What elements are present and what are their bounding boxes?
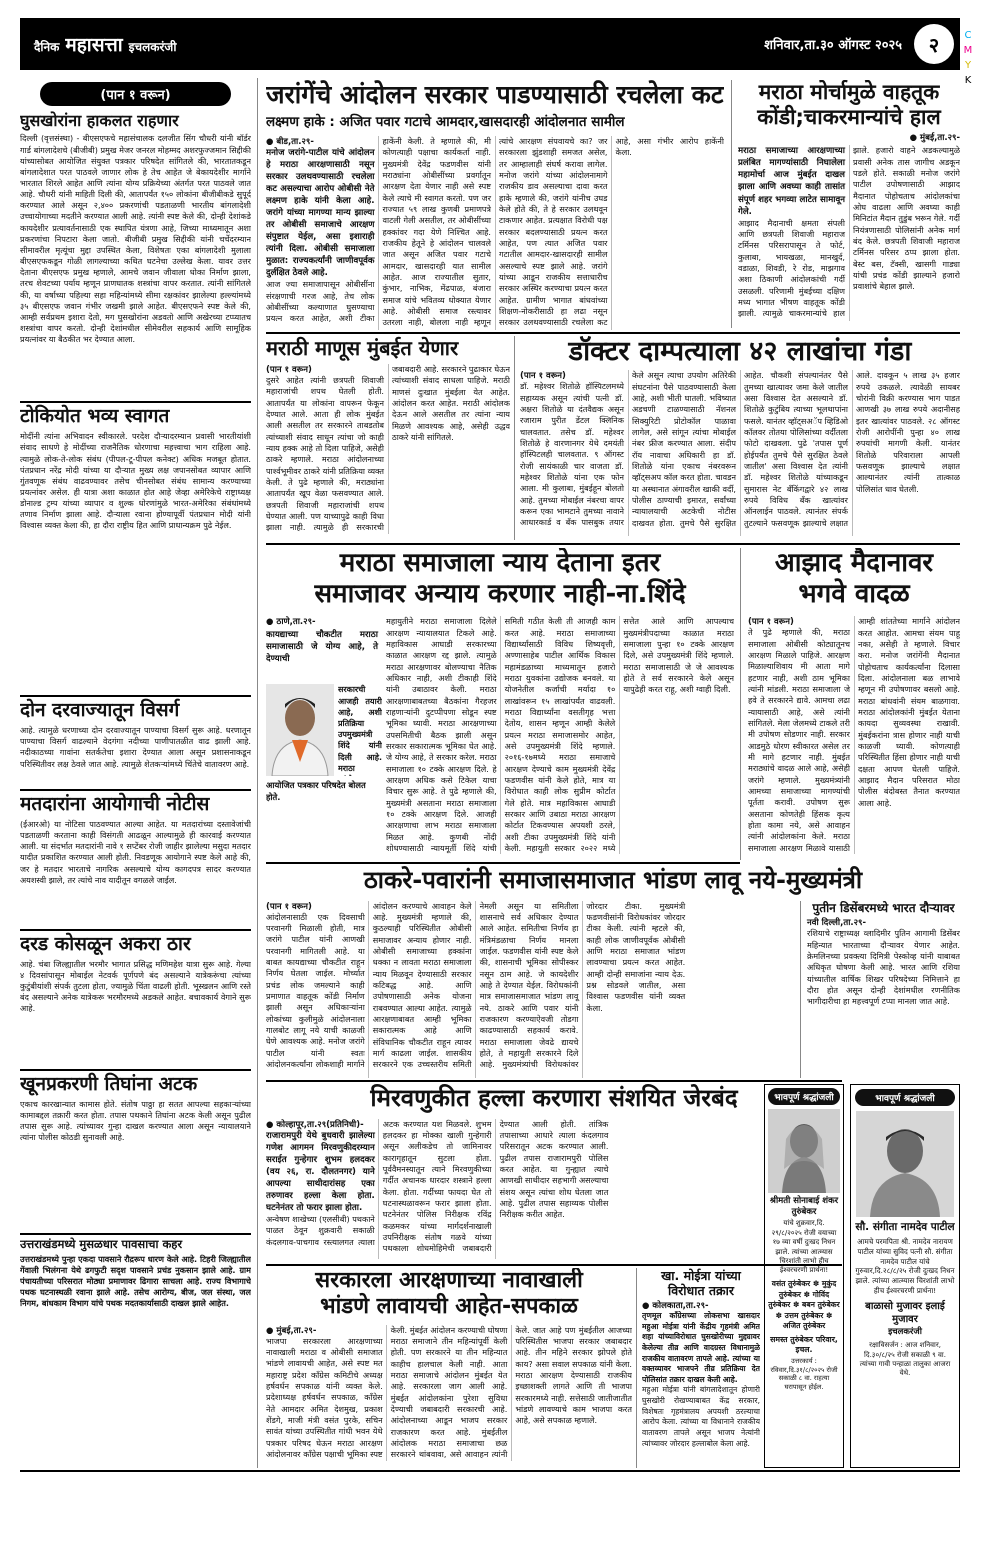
story-azad-maidan — [748, 548, 960, 860]
story-putin-visit — [800, 901, 960, 1078]
section-rule — [266, 1264, 842, 1266]
obituary-text: यांचे शुक्रवार,दि. २९/८/२०२५ रोजी वयाच्या १७ व्या वर्षी दुःखद निधन झाले. त्यांच्या आत्म्यास चिरशांती लाभो हीच ईश्वरचरणी प्रार्थना! — [771, 1219, 837, 1275]
story-body: महायुतीने मराठा समाजाला दिलेले आरक्षण न्यायालयात टिकले आहे. महाविकास आघाडी सरकारच्या काळात आरक्षण रद्द झाले. त्यामुळे मराठा आरक्षणावर बोलण्याचा नैतिक अधिकार नाही, अशी टीकाही शिंदे यांनी उबाठावर केली. मराठा आरक्षणाबाबतच्या बैठकांना गैरहजर राहणाऱ्यांनी दुटप्पीपणा सोडून स्पष्ट भूमिका घ्यावी. मराठा आरक्षणाच्या उपसमितीची बैठक झाली असून सरकार सकारात्मक भूमिका घेत आहे. जे योग्य आहे, ते सरकार करेल. मराठा समाजाला १० टक्के आरक्षण दिले. हे आरक्षण अधिक कसे टिकेल याचा विचार सुरू आहे. ते पुढे म्हणाले की, मुख्यमंत्री असताना मराठा समाजाला १० टक्के आरक्षण दिले. आजही आरक्षणाचा लाभ मराठा समाजाला मिळत आहे. कुणबी नोंदी शोधण्यासाठी न्यायमूर्ती शिंदे यांची समिती गठीत केली ती आजही काम करत आहे. मराठा समाजाच्या विद्यार्थ्यांसाठी विविध शिष्यवृत्ती, अण्णासाहेब पाटील आर्थिक विकास महामंडळाच्या माध्यमातून हजारो मराठा युवकांना उद्योजक बनवले. या योजनेतील कर्जाची मर्यादा १० लाखांवरून १५ लाखांपर्यंत वाढवली. मराठा विद्यार्थ्यांना वसतीगृह भत्ता देतोय, शासन म्हणून आम्ही केलेले प्रयत्न मराठा समाजासमोर आहेत, असे उपमुख्यमंत्री शिंदे म्हणाले. २०१६-१७मध्ये मराठा समाजाचे आरक्षण देण्याचे काम मुख्यमंत्री देवेंद्र फडणवीस यांनी केले होते, मात्र या विरोधात काही लोक सुप्रीम कोर्टात गेले होते. मात्र महाविकास आघाडी सरकार आणि उबाठा मराठा आरक्षण कोर्टात टिकवण्यास अपयशी ठरले, अशी टीका उपमुख्यमंत्री शिंदे यांनी केली. महायुती सरकार २०२२ मध्ये सत्तेत आले आणि आपल्याच मुख्यमंत्रीपदाच्या काळात मराठा समाजाला पुन्हा १० टक्के आरक्षण दिले, असे उपमुख्यमंत्री शिंदे म्हणाले. मराठा समाजासाठी जे जे आवश्यक होते ते सर्व सरकारने केले असून यापुढेही करत राहू, अशी ग्वाही दिली. — [386, 616, 734, 853]
story-body: उत्तराखंडमध्ये पुन्हा एकदा पावसाने रौद्ररूप धारण केले आहे. टिहरी जिल्ह्यातील गेंवाली भिलंगना येथे ढगफुटी सदृश पावसाने प्रचंड नुकसान झाले आहे. ग्राम पंचायतीच्या परिसरात मोठ्या प्रमाणावर ढिगारा साचला आहे. राज्य विभागाचे पथक घटनास्थळी रवाना झाले आहे. तसेच आरोग्य, बीज, जल संस्था, जल निगम, बांधकाम विभाग यांचे पथक मदतकार्यासाठी दाखल झाले आहेत. — [20, 1253, 251, 1309]
portrait-image — [266, 684, 334, 776]
headline-tokyo: टोकियोत भव्य स्वागत — [20, 401, 251, 428]
section-rule — [266, 1080, 842, 1082]
deceased-name: सौ. संगीता नामदेव पाटील — [855, 1221, 955, 1233]
headline-line1: खा. मोईत्रा यांच्या — [661, 1268, 741, 1283]
headline-uttarakhand-rain: उत्तराखंडमध्ये मुसळधार पावसाचा कहर — [20, 1233, 251, 1251]
story-doctor-fraud — [520, 336, 960, 540]
story-body: आहे. त्यामुळे धरणाच्या दोन दरवाज्यातून पाण्याचा विसर्ग सुरू आहे. धरणातून पाण्याचा विसर्ग वाढल्याने वेदगंगा नदीच्या पाणीपातळीत वाढ झाली आहे. नदीकाठच्या गावांना सतर्कतेचा इशारा देण्यात आला असून प्रशासनाकडून परिस्थितीवर लक्ष ठेवले जात आहे. त्यामुळे शेतकऱ्यांमध्ये चिंतेचे वातावरण आहे. — [20, 725, 251, 769]
headline-line1: सरकारला आरक्षणाच्या नावाखाली — [315, 1268, 583, 1293]
story-lead: कायद्याच्या चौकटीत मराठा समाजासाठी जे योग्य आहे, ते देण्याची — [266, 630, 378, 665]
left-story — [20, 789, 251, 923]
subheadline: लक्ष्मण हाके : अजित पवार गटाचे आमदार,खासदारही आंदोलनात सामील — [266, 114, 625, 130]
headline: ठाकरे-पवारांनी समाजासमाजात भांडण लावू नये-मुख्यमंत्री — [363, 866, 863, 894]
headline-discharge: दोन दरवाज्यातून विसर्ग — [20, 695, 251, 722]
cmyk-k: K — [964, 75, 972, 86]
masthead-daily: दैनिक — [34, 40, 60, 54]
continued-label: (पान १ वरून) — [520, 371, 566, 382]
story-body: एकाच कारखान्यात कामास होते. संतोष पाठ्ठा हा सतत आपल्या सहकाऱ्यांच्या कामाबद्दल तक्रारी करत होता. तपास पथकाने तिघांना अटक केली असून पुढील तपास सुरू आहे. त्यांच्यावर गुन्हा दाखल करण्यात आला असून न्यायालयाने त्यांना पोलीस कोठडी सुनावली आहे. — [20, 1098, 251, 1143]
divider — [740, 548, 741, 860]
section-rule — [266, 543, 960, 545]
story-shinde-justice — [266, 548, 734, 860]
story-body: ते पुढे म्हणाले की, मराठा समाजाला ओबीसी कोट्यातूनच आरक्षण मिळाले पाहिजे. आरक्षण मिळाल्याशिवाय मी आता मागे हटणार नाही, अशी ठाम भूमिका त्यांनी मांडली. मराठा समाजाला जे हवे ते सरकारने द्यावे. आमचा लढा न्यायासाठी आहे, असे त्यांनी सांगितले. मेला जेलमध्ये टाकले तरी मी उपोषण सोडणार नाही. सरकार आडमुठे धोरण स्वीकारत असेल तर मी मागे हटणार नाही. मुंबईत मराठ्यांचे वादळ आले आहे, असेही जरांगे म्हणाले. मुख्यमंत्र्यांनी आमच्या समाजाच्या मागण्यांची पूर्तता करावी. उपोषण सुरू असताना कोणतेही हिंसक कृत्य होता कामा नये, असे आवाहन त्यांनी आंदोलकांना केले. मराठा समाजाला आरक्षण मिळावे यासाठी आम्ही शांततेच्या मार्गाने आंदोलन करत आहोत. आमचा संयम पाहू नका, असेही ते म्हणाले. विचार करा. मनोज जरांगेंनी मैदानात पोहोचताच कार्यकर्त्यांना दिलासा दिला. आंदोलनाला बळ लाभावे म्हणून मी उपोषणावर बसलो आहे. मराठा बांधवांनी संयम बाळगावा. मराठा आंदोलकांनी मुंबईत येताना कायदा सुव्यवस्था राखावी. मुंबईकरांना त्रास होणार नाही याची काळजी घ्यावी. कोणत्याही परिस्थितीत हिंसा होणार नाही याची दक्षता आपण घेतली पाहिजे. आझाद मैदान परिसरात मोठा पोलीस बंदोबस्त तैनात करण्यात आला आहे. — [748, 616, 960, 853]
left-story — [20, 401, 251, 689]
headline: मिरवणुकीत हल्ला करणारा संशयित जेरबंद — [370, 1084, 738, 1112]
headline: मराठी माणूस मुंबईत येणार — [266, 336, 459, 360]
tribute-tag: भावपूर्ण श्रद्धांजली — [768, 1088, 840, 1105]
story-thackeray-pawar — [266, 866, 960, 1078]
left-story — [20, 112, 251, 395]
left-story — [20, 929, 251, 1063]
continued-label: (पान १ वरून) — [748, 617, 794, 628]
obituary-text: आमचे परमपिता श्री. नामदेव नारायण पाटील यांच्या सुविद पत्नी सौ. संगीता नामदेव पाटील यांचे गुरुवार,दि.२८/८/२५ रोजी दुःखद निधन झाले. त्यांच्या आत्म्यास चिरशांती लाभो हीच ईश्वरचरणी प्रार्थना! — [855, 1237, 955, 1295]
headline-landslide: दरड कोसळून अकरा ठार — [20, 929, 251, 956]
obituary-sonabai — [764, 1084, 844, 1468]
photo-side-text: सरकारची आजही तयारी आहे, अशी प्रतिक्रिया उपमुख्यमंत्री शिंदे यांनी दिली आहे. मराठा — [338, 685, 382, 773]
cmyk-y: Y — [964, 60, 972, 71]
headline-line2: भांडणे लावायची आहेत-सपकाळ — [320, 1294, 578, 1320]
dateline: ● कोलकाता,ता.२९- — [642, 1301, 709, 1311]
page-number: २ — [914, 24, 954, 64]
dateline: ● ठाणे,ता.२९- — [266, 617, 316, 628]
tribute-tag: भावपूर्ण श्रद्धांजली — [855, 1089, 955, 1106]
story-marathi-manus — [266, 336, 510, 540]
section-rule — [266, 862, 740, 864]
story-morcha-traffic — [738, 80, 960, 330]
putin-dateline: नवी दिल्ली,ता.२९- — [807, 918, 866, 929]
ceremony-note: उत्तरकार्य : रविवार,दि.३१/८/२०२५ रोजी सकाळी ८ वा. राहत्या घरापासून होईल. — [770, 1357, 838, 1391]
story-body: आज ज्या समाजापासून ओबीसींना संरक्षणाची गरज आहे, तेच लोक ओबीसींच्या कल्याणात घुसण्याचा प्रयत्न करत आहेत, अशी टीका हाकेंनी केली. ते म्हणाले की, मी कोणत्याही पक्षाचा कार्यकर्ता नाही. मुख्यमंत्री देवेंद्र फडणवीस यांनी मराठ्यांना ओबीसींच्या प्रवर्गातून आरक्षण देता येणार नाही असे स्पष्ट केले त्याचे मी स्वागत करतो. पण जर राज्यात ५९ लाख कुणबी प्रमाणपत्रे वाटली गेली असतील, तर ओबीसींच्या हक्कांवर गदा येणे निश्चित आहे. राजकीय हेतूने हे आंदोलन चालवले जात असून अजित पवार गटाचे आमदार, खासदारही यात सामील आहेत. आज राज्यातील सुतार, कुंभार, नाभिक, मेंढपाळ, बंजारा समाज यांचे भवितव्य धोक्यात येणार आहे. ओबीसी समाज रस्त्यावर उतरला नाही, बोलला नाही म्हणून त्यांचे आरक्षण संपवायचे का? जर सरकारला झुंडशाही समजत असेल, तर आम्हालाही संघर्ष करावा लागेल. मनोज जरांगे यांच्या आंदोलनामागे राजकीय डाव असल्याचा दावा करत हाके म्हणाले की, जरांगे यांनीच उघड केले होते की, ते हे सरकार उलथवून टाकणार आहेत. प्रत्यक्षात विरोधी पक्ष सरकार बदलण्यासाठी प्रयत्न करत आहेत, पण त्यात अजित पवार गटातील आमदार-खासदारही सामील असल्याचे स्पष्ट झाले आहे. जरांगे यांच्या आडून राजकीय सत्ताधारीच सरकार अस्थिर करण्याचा प्रयत्न करत आहेत. ग्रामीण भागात बांधवांच्या शिक्षण-नोकरीसाठी हा लढा नसून सरकार उलथवण्यासाठी रचलेला कट आहे, असा गंभीर आरोप हाकेंनी केला. — [266, 136, 724, 328]
portrait-image — [768, 1109, 840, 1193]
story-body: मोदींनी त्यांना अभिवादन स्वीकारले. परदेश दौऱ्यादरम्यान प्रवासी भारतीयांशी संवाद साधणे हे मोदींच्या राजनैतिक धोरणाचा महत्त्वाचा भाग राहिला आहे. त्यामुळे लोक-ते-लोक संबंध (पीपल-टू-पीपल कनेक्ट) अधिक मजबूत होतात. पंतप्रधान नरेंद्र मोदी यांच्या या दौऱ्यात मुख्य लक्ष जपानसोबत व्यापार आणि गुंतवणूक संबंध वाढवण्यावर तसेच चीनसोबत संबंध सामान्य करण्याच्या प्रयत्नांवर असेल. ही यात्रा अशा काळात होत आहे जेव्हा अमेरिकेचे राष्ट्राध्यक्ष डोनाल्ड ट्रम्प यांच्या व्यापार व शुल्क धोरणांमुळे भारत-अमेरिका संबंधांमध्ये तणाव निर्माण झाला आहे. दौऱ्याला रवाना होण्यापूर्वी पंतप्रधान मोदी यांनी विश्वास व्यक्त केला की, हा दौरा राष्ट्रीय हित आणि प्राधान्यक्रम पुढे नेईल. — [20, 431, 251, 531]
newspaper-city: इचलकरंजी — [128, 40, 177, 54]
story-lead: मनोज जरांगे-पाटील यांचे आंदोलन हे मराठा आरक्षणासाठी नसून सरकार उलथवण्यासाठी रचलेला कट असल्याचा आरोप ओबीसी नेते लक्ष्मण हाके यांनी केला आहे. जरांगे यांच्या मागण्या मान्य झाल्या तर ओबीसी समाजाचे आरक्षण संपुष्टात येईल, असा इशाराही त्यांनी दिला. ओबीसी समाजाला मुळात: राज्यकर्त्यांनी जाणीवपूर्वक दुर्लक्षित ठेवले आहे. — [266, 148, 375, 279]
headline-line1: मराठा समाजाला न्याय देताना इतर — [339, 548, 661, 578]
story-body: आंदोलनासाठी एक दिवसाची परवानगी मिळाली होती, मात्र जरांगे पाटील यांनी आणखी परवानगी मागितली आहे. या बाबत कायद्याच्या चौकटीत राहून निर्णय घेतला जाईल. मोर्च्यात प्रचंड लोक जमल्याने काही प्रमाणात वाहतूक कोंडी निर्माण झाली असून अधिकाऱ्यांना लोकांच्या कुलीमुळे आंदोलनाला गालबोट लागू नये याची काळजी घेणे आवश्यक आहे. मनोज जरांगे पाटील यांनी स्वतः आंदोलनकर्त्यांना लोकशाही मार्गाने आंदोलन करण्याचे आवाहन केले आहे. मुख्यमंत्री म्हणाले की, कुठल्याही परिस्थितीत ओबीसी समाजावर अन्याय होणार नाही. ओबीसी समाजाच्या हक्कांना धक्का न लावता मराठा समाजाला न्याय मिळवून देण्यासाठी सरकार कटिबद्ध आहे. आणि उपोषणासाठी अनेक योजना राबवण्यात आल्या आहेत. त्यामुळे आरक्षणाबाबत आम्ही भूमिका सकारात्मक आहे आणि संविधानिक चौकटीत राहून त्यावर मार्ग काढला जाईल. शासकीय सरकारने एक उच्चस्तरीय समिती नेमली असून या समितीला शासनाचे सर्व अधिकार देण्यात आले आहेत. समितीचा निर्णय हा मंत्रिमंडळाचा निर्णय मानला जाईल. फडणवीस यांनी स्पष्ट केले की, शासनाची भूमिका सोपीस्कर नसून ठाम आहे. जे कायदेशीर आहे ते देण्यात येईल. विरोधकांनी मात्र समाजासमाजात भांडण लावू नये. ठाकरे आणि पवार यांनी राजकारण करण्याऐवजी तोडगा काढण्यासाठी सहकार्य करावे. मराठा समाजाला जेवढे द्यायचे होते, ते महायुती सरकारने दिले आहे. मुख्यमंत्र्यांची विरोधकांवर जोरदार टीका. मुख्यमंत्री फडणवीसांनी विरोधकांवर जोरदार टीका केली. त्यांनी म्हटले की, काही लोक जाणीवपूर्वक ओबीसी आणि मराठा समाजात भांडण लावण्याचा प्रयत्न करत आहेत. आम्ही दोन्ही समाजांना न्याय देऊ. प्रश्न सोडवले जातील, असा विश्वास फडणवीस यांनी व्यक्त केला. — [266, 900, 686, 1070]
headline-voters-notice: मतदारांना आयोगाची नोटीस — [20, 789, 251, 816]
obituary-photo — [768, 1109, 840, 1193]
story-body: आहे. चंबा जिल्ह्यातील भरमौर भागात प्रसिद्ध मणिमहेश यात्रा सुरू आहे. गेल्या ४ दिवसांपासून मोबाईल नेटवर्क पूर्णपणे बंद असल्याने यात्रेकरूंचा त्यांच्या कुटुंबीयांशी संपर्क तुटला होता, ज्यामुळे चिंता वाढली होती. भूस्खलन आणि रस्ते बंद असल्याने अनेक यात्रेकरू भरमौरमध्ये अडकले आहेत. बचावकार्य वेगाने सुरू आहे. — [20, 958, 251, 1014]
story-body: डॉ. महेश्वर शितोळे हॉस्पिटलमध्ये सहाय्यक असून त्यांची पत्नी डॉ. अक्षरा शितोळे या दंतवैद्यक असून रजाराम पुरीत डेंटल क्लिनिक चालवतात. तसेच डॉ. महेश्वर शितोळे हे वारणानगर येथे दमयंती हॉस्पिटलही चालवतात. ९ ऑगस्ट रोजी सायंकाळी चार वाजता डॉ. महेश्वर शितोळे यांना एक फोन आला. मी कुलाबा, मुंबईहून बोलतो आहे. तुमच्या मोबाईल नंबरचा वापर करून एका भामटाने तुमच्या नावाने आधारकार्ड व बँक पासबुक तयार केले असून त्याचा उपयोग अतिरेकी संघटनांना पैसे पाठवण्यासाठी केला आहे, अशी भीती घातली. भविष्यात अडचणी टाळण्यासाठी नॅशनल सिक्युरिटी प्रोटोकॉल पाळावा लागेल, असे सांगून त्यांचा मोबाईल नंबर फ्रीज करण्यात आला. संदीप रॉय नावाचा अधिकारी हा डॉ. शितोळे यांना एकाच नंबरवरून व्हॉट्सअप कॉल करत होता. चावडन या अस्थानात अंगावरील खाकी वर्दी, पोलीस ठाण्याची इमारत, सर्वांच्या न्यायालयाची अटकेची नोटीस दाखवत होता. तुमचे पैसे सुरक्षित आहेत. चौकशी संपल्यानंतर पैसे तुमच्या खात्यावर जमा केले जातील असा विश्वास देत असल्याने डॉ. शितोळे कुटुंबिय त्याच्या भूलथापांना फसले. यानंतर व्हॉट्सअॅप व्हिडिओ कॉलवर तोतया पोलिसांच्या वर्दीतला फोटो दाखवला. पुढे 'तपास पूर्ण होईपर्यंत तुमचे पैसे सुरक्षित ठेवले जातील' असा विश्वास देत त्यांनी डॉ. महेश्वर शितोळे यांच्याकडून सुमारास नेट बँकिंगद्वारे ४२ लाख रुपये विविध बँक खात्यांवर ऑनलाईन पाठवले. त्यानंतर संपर्क तुटल्याने फसवणूक झाल्याचे लक्षात आले. दावकून ५ लाख ३५ हजार रुपये उकळले. त्यावेळी सायबर चोरांनी विक्री करण्यास भाग पाडत आणखी ३७ लाख रुपये अदानीसह इतर खात्यांवर पाठवले. २८ ऑगस्ट रोजी आरोपींनी पुन्हा ४० लाख रुपयांची मागणी केली. यानंतर शितोळे परिवाराला आपली फसवणूक झाल्याचे लक्षात आल्यानंतर त्यांनी तात्काळ पोलिसांत धाव घेतली. — [520, 370, 960, 528]
deceased-name: श्रीमती सोनाबाई शंकर तुरुंबेकर — [769, 1196, 839, 1217]
headline-line2: विरोधात तक्रार — [667, 1283, 734, 1298]
cmyk-registration — [962, 28, 974, 88]
continued-from-page1-banner: (पान १ वरून) — [40, 82, 231, 106]
shinde-photo — [266, 684, 334, 776]
family-place: इचलकरंजी — [888, 1327, 922, 1338]
newspaper-name: महासत्ता — [65, 34, 123, 56]
story-body: भाजपा सरकारला आरक्षणाच्या नावाखाली मराठा व ओबीसी समाजात भांडणे लावायची आहेत, असे स्पष्ट मत महाराष्ट्र प्रदेश काँग्रेस कमिटीचे अध्यक्ष हर्षवर्धन सपकाळ यांनी व्यक्त केले. प्रदेशाध्यक्ष हर्षवर्धन सपकाळ, काँग्रेस नेते आमदार अमित देशमुख, प्रकाश शेंडगे, माजी मंत्री वसंत पुरके, सचिन सावंत यांच्या उपस्थितीत गांधी भवन येथे पत्रकार परिषद घेऊन मराठा आरक्षण आंदोलनावर काँग्रेस पक्षाची भूमिका स्पष्ट केली. मुंबईत आंदोलन करण्याची घोषणा मराठा समाजाने तीन महिन्यांपूर्वी केली होती. पण सरकारने या तीन महिन्यात काहीच हालचाल केली नाही. आता मराठा समाजाचे आंदोलन मुंबईत येत आहे. सरकारला जाग आली आहे. मुंबईत आंदोलकांना पुरेशा सुविधा देण्याची जबाबदारी सरकारची आहे. आंदोलनाच्या आडून भाजप सरकार राजकारण करत आहे. मुंबईतील आंदोलक मराठा समाजाचा छळ सरकारने थांबवावा, असे आवाहन त्यांनी केले. जात आहे पण मुंबईतील आजच्या परिस्थितीस भाजपा सरकार जबाबदार आहे. तीन महिने सरकार झोपले होते काय? असा सवाल सपकाळ यांनी केला. मराठा आरक्षण देण्यासाठी राजकीय इच्छाशक्ती लागते आणि ती भाजपा सरकारमध्ये नाही. सत्तेसाठी जातीजातीत भांडणे लावण्याचे काम भाजपा करत आहे, असे सपकाळ म्हणाले. — [266, 1324, 632, 1460]
story-body: अन्वेषण शाखेच्या (एलसीबी) पथकाने पाळत ठेवून शुक्रवारी सकाळी कंदलगाव-पाचगाव रस्त्यालगत त्याला अटक करण्यात यश मिळवले. शुभम हलदकर हा मोक्का खाली गुन्हेगारी असून अलीकडेच तो जामिनावर कारागृहातून सुटला होता. पूर्ववैमनस्यातून त्याने मिरवणुकीच्या गर्दीत अचानक धारदार शस्त्राने हल्ला केला. होता. गर्दीच्या फायदा घेत तो घटनास्थळावरून फरार झाला होता. घटनेनंतर पोलिस निरीक्षक रविंद्र कळमकर यांच्या मार्गदर्शनाखाली उपनिरीक्षक संतोष गळवे यांच्या पथकाला शोधमोहिमेची जबाबदारी देण्यात आली होती. तांत्रिक तपासाच्या आधारे त्याला कंदलगाव परिसरातून अटक करण्यात आली. पुढील तपास राजारामपुरी पोलिस करत आहेत. या गुन्ह्यात त्याचे आणखी साथीदार सहभागी असल्याचा संशय असून त्यांचा शोध घेतला जात आहे. पुढील तपास सहाय्यक पोलीस निरीक्षक करीत आहेत. — [266, 1118, 609, 1254]
page-bottom-rule — [20, 1470, 960, 1472]
story-jarange-conspiracy — [266, 80, 724, 330]
cmyk-c: C — [964, 30, 972, 41]
story-lead: मराठा समाजाच्या आरक्षणाच्या प्रलंबित मागण्यांसाठी निघालेला महामोर्चा आज मुंबईत दाखल झाला आणि अवघ्या काही तासांत संपूर्ण शहर भगव्या लाटेत सामावून गेले. — [738, 146, 845, 217]
story-procession-attack — [266, 1084, 842, 1262]
headline: जरांगेंचे आंदोलन सरकार पाडण्यासाठी रचलेला कट — [266, 80, 724, 109]
story-body: महुआ मोईत्रा यांनी बांगलादेशातून होणारी घुसखोरी रोखण्याबाबत केंद्र सरकार, विशेषतः गृहमंत्रालय अपयशी ठरल्याचा आरोप केला. त्यांच्या या विधानाने राजकीय वातावरण तापले असून भाजप नेत्यांनी त्यांच्यावर जोरदार हल्लाबोल केला आहे. — [642, 1385, 760, 1448]
divider — [514, 336, 515, 540]
story-body: दिल्ली (वृत्तसंस्था) - बीएसएफचे महासंचालक दलजीत सिंग चौधरी यांनी बॉर्डर गार्ड बांगलादेशचे (बीजीबी) प्रमुख मेजर जनरल मोहम्मद अशरफुज्जमान सिद्दीकी यांच्यासोबत आयोजित संयुक्त पत्रकार परिषदेत सांगितले की, भारतातकडून बांगलादेशात परत पाठवले जाणार लोक हे तेच आहेत जे बेकायदेशीर मार्गाने भारतात शिरले आहेत आणि त्यांना योग्य प्रक्रियेच्या अंतर्गत परत पाठवले जात आहे. चौधरी यांनी माहिती दिली की, आतापर्यंत १५० लोकांना बीजीबीकडे सुपूर्द करण्यात आले असून २,४०० प्रकरणांची पडताळणी भारतीय बांगलादेशी उच्चायोगाच्या मदतीने करण्यात आली आहे. त्यांनी स्पष्ट केले की, दोन्ही देशांकडे कायदेशीर प्रत्यावर्तनासाठी एक स्थापित यंत्रणा आहे, जिच्या माध्यमातून अशा प्रकरणांचा निपटारा केला जातो. बीजीबी प्रमुख सिद्दीकी यांनी चर्चेदरम्यान सीमावरील मृत्यूंचा मुद्दा उपस्थित केला, विशेषतः एका बांगलादेशी मुलाला बीएसएफकडून गोळी लागल्याच्या कथित घटनेचा उल्लेख केला. यावर उत्तर देताना बीएसएफ प्रमुख म्हणाले, आमचे जवान जीवाला धोका निर्माण झाला, तरच शेवटच्या पर्याय म्हणून प्राणघातक शस्त्रांचा वापर करतात. त्यांनी सांगितले की, या वर्षाच्या पहिल्या सहा महिन्यांमध्ये सीमा रक्षकांवर झालेल्या हल्ल्यांमध्ये ३५ बीएसएफ जवान गंभीर जखमी झाले आहेत. बीएसएफने स्पष्ट केले की, आम्ही सर्वप्रथम इशारा देतो, मग घुसखोरांना अडवतो आणि अखेरच्या टप्प्यातच शस्त्रांचा वापर करतो. दोन्ही देशांमधील सीमेवरील सहकार्य आणि सामूहिक प्रयत्नांवर या बैठकीत भर देण्यात आला. — [20, 133, 251, 345]
left-story — [20, 695, 251, 783]
headline: मराठा मोर्चामुळे वाहतूक कोंडी;चाकरमान्यांचे हाल — [757, 80, 941, 130]
section-rule — [266, 332, 960, 334]
family-names: वसंत तुरुंबेकर ✽ मुकुंद तुरुंबेकर ✽ गोविंद तुरुंबेकर ✽ बबन तुरुंबेकर ✽ उत्तम तुरुंबेकर ✽ अजित तुरुंबेकर — [768, 1278, 840, 1331]
cmyk-m: M — [963, 45, 973, 56]
left-column-continued-stories — [20, 78, 258, 1468]
headline-line2: भगवे वादळ — [798, 579, 910, 610]
story-body: (ईआरओ) या नोटिसा पाठवण्यात आल्या आहेत. या मतदारांच्या दस्तावेजांची पडताळणी करताना काही विसंगती आढळून आल्यामुळे ही कारवाई करण्यात आली. या संदर्भात मतदारांनी नावे १ सप्टेंबर रोजी जाहीर झालेल्या मसुदा मतदार यादीत प्रकाशित करण्यात आली होती. निवडणूक आयोगाने स्पष्ट केले आहे की, जर हे मतदार भारताचे नागरिक असल्याचे योग्य कागदपत्र सादर करण्यात अयशस्वी झाले, तर त्यांचे नाव यादीतून वगळले जाईल. — [20, 818, 251, 885]
story-lead: तृणमूल काँग्रेसच्या लोकसभा खासदार महुआ मोईत्रा यांनी केंद्रीय गृहमंत्री अमित शहा यांच्याविरोधात घुसखोरीच्या मुद्द्यावर केलेल्या तीव्र आणि वादग्रस्त विधानामुळे राजकीय वातावरण तापले आहे. त्यांच्या या वक्तव्यावर भाजपने तीव्र प्रतिक्रिया देत पोलिसांत तक्रार दाखल केली आहे. — [642, 1311, 760, 1384]
story-body: आझाद मैदानाची क्षमता संपली आणि छत्रपती शिवाजी महाराज टर्मिनस परिसरापासून ते फोर्ट, कुलाबा, भायखळा, मानखुर्द, वडाळा, शिवडी, रे रोड, माझगाव अशा ठिकाणी आंदोलकांची गर्दी उसळली. परिणामी मुंबईच्या दक्षिण मध्य भागात भीषण वाहतूक कोंडी झाली. त्यामुळे चाकरमान्यांचे हाल झाले. हजारो वाहने अडकल्यामुळे प्रवासी अनेक तास जागीच अडकून पडले होते. सकाळी मनोज जरांगे पाटील उपोषणासाठी आझाद मैदानात पोहोचताच आंदोलकांचा ओघ वाढला आणि अवघ्या काही मिनिटांत मैदान तुडुंब भरून गेले. गर्दी नियंत्रणासाठी पोलिसांनी अनेक मार्ग बंद केले. छत्रपती शिवाजी महाराज टर्मिनस परिसर ठप्प झाला होता. बेस्ट बस, टॅक्सी, खासगी गाड्या यांची प्रचंड कोंडी झाल्याने हजारो प्रवाशांचे बेहाल झाले. — [738, 145, 960, 319]
dateline: ● मुंबई,ता.२९- — [266, 1325, 317, 1336]
headline-murder-arrest: खूनप्रकरणी तिघांना अटक — [20, 1069, 251, 1096]
obituary-sangita — [850, 1084, 960, 1468]
headline-line2: समाजावर अन्याय करणार नाही-ना.शिंदे — [314, 579, 686, 610]
story-lead: राजारामपुरी येथे बुधवारी झालेल्या गणेश आगमन मिरवणुकीदरम्यान सराईत गुन्हेगार शुभम हलदकर (वय २६, रा. दौलतनगर) याने आपल्या साथीदारांसह एका तरुणावर हल्ला केला होता. घटनेनंतर तो फरार झाला होता. — [266, 1130, 375, 1213]
dateline: ● कोल्हापूर,ता.२९(प्रतिनिधी)- — [266, 1119, 364, 1130]
headline-infiltrators: घुसखोरांना हाकलत राहणार — [20, 111, 179, 130]
putin-body: रशियाचे राष्ट्राध्यक्ष व्लादिमीर पुतिन आगामी डिसेंबर महिन्यात भारताच्या दौऱ्यावर येणार आहेत. क्रेमलिनच्या प्रवक्त्या दिमित्री पेस्कोव्ह यांनी याबाबत अधिकृत घोषणा केली आहे. भारत आणि रशिया यांच्यातील वार्षिक शिखर परिषदेच्या निमित्ताने हा दौरा होत असून दोन्ही देशांमधील रणनीतिक भागीदारीचा हा महत्त्वपूर्ण टप्पा मानला जात आहे. — [807, 928, 960, 1007]
divider — [731, 80, 732, 328]
story-body: दुसरे आहेत त्यांनी छत्रपती शिवाजी महाराजांची शपथ घेतली होती. आतापर्यंत या लोकांना वापरून फेकून देण्यात आले. आता ही लोक मुंबईत आली असतील तर सरकारने ताबडतोब त्यांच्याशी संवाद साधून त्यांचा जो काही न्याय हक्क आहे तो दिला पाहिजे, असेही ठाकरे म्हणाले. मराठा आंदोलनाच्या पार्श्वभूमीवर ठाकरे यांनी प्रतिक्रिया व्यक्त केली. ते पुढे म्हणाले की, मराठ्यांना आतापर्यंत खूप वेळा फसवण्यात आले. छत्रपती शिवाजी महाराजांची शपथ घेण्यात आली. पण याच्यापुढे काही विधा झाला नाही. त्यामुळे ही सरकारची जबाबदारी आहे. सरकारने पुढाकार घेऊन त्यांच्याशी संवाद साधला पाहिजे. मराठी माणसं दुःखात मुंबईला येत आहेत. आंदोलन करत आहेत. मराठी आंदोलक देऊन आले असतील तर त्यांना न्याय मिळणे आवश्यक आहे, असेही उद्धव ठाकरे यांनी सांगितले. — [266, 364, 510, 533]
putin-headline: पुतीन डिसेंबरमध्ये भारत दौऱ्यावर — [812, 900, 955, 915]
portrait-image — [856, 1111, 954, 1217]
headline-line1: आझाद मैदानावर — [774, 548, 934, 578]
masthead — [20, 18, 960, 70]
divider — [636, 1268, 637, 1468]
left-story — [20, 1069, 251, 1227]
family-sign: समस्त तुरुंबेकर परिवार, इचल. — [770, 1335, 838, 1354]
story-sapkal — [266, 1268, 632, 1468]
photo-caption: आयोजित पत्रकार परिषदेत बोलत होते. — [266, 780, 366, 802]
continued-label: (पान १ वरून) — [266, 365, 312, 375]
headline: डॉक्टर दाम्पत्याला ४२ लाखांचा गंडा — [568, 336, 912, 367]
dateline: ● मुंबई,ता.२९- — [909, 133, 960, 144]
family-sign: बाळासो मुजावर इलाई मुजावर — [865, 1301, 945, 1325]
story-moitra-complaint — [642, 1268, 760, 1468]
left-story — [20, 1233, 251, 1364]
obituary-photo — [856, 1111, 954, 1217]
dateline: ● बीड,ता.२९- — [266, 137, 314, 147]
issue-date: शनिवार,ता.३० ऑगस्ट २०२५ — [764, 38, 902, 53]
continued-label: (पान १ वरून) — [266, 901, 312, 912]
ceremony-note: रक्षाविसर्जन : आज शनिवार, दि.३०/८/२५ रोजी सकाळी ९ वा. त्यांच्या गावी पन्हाळा तालुका आजरा येथे. — [859, 1341, 951, 1377]
